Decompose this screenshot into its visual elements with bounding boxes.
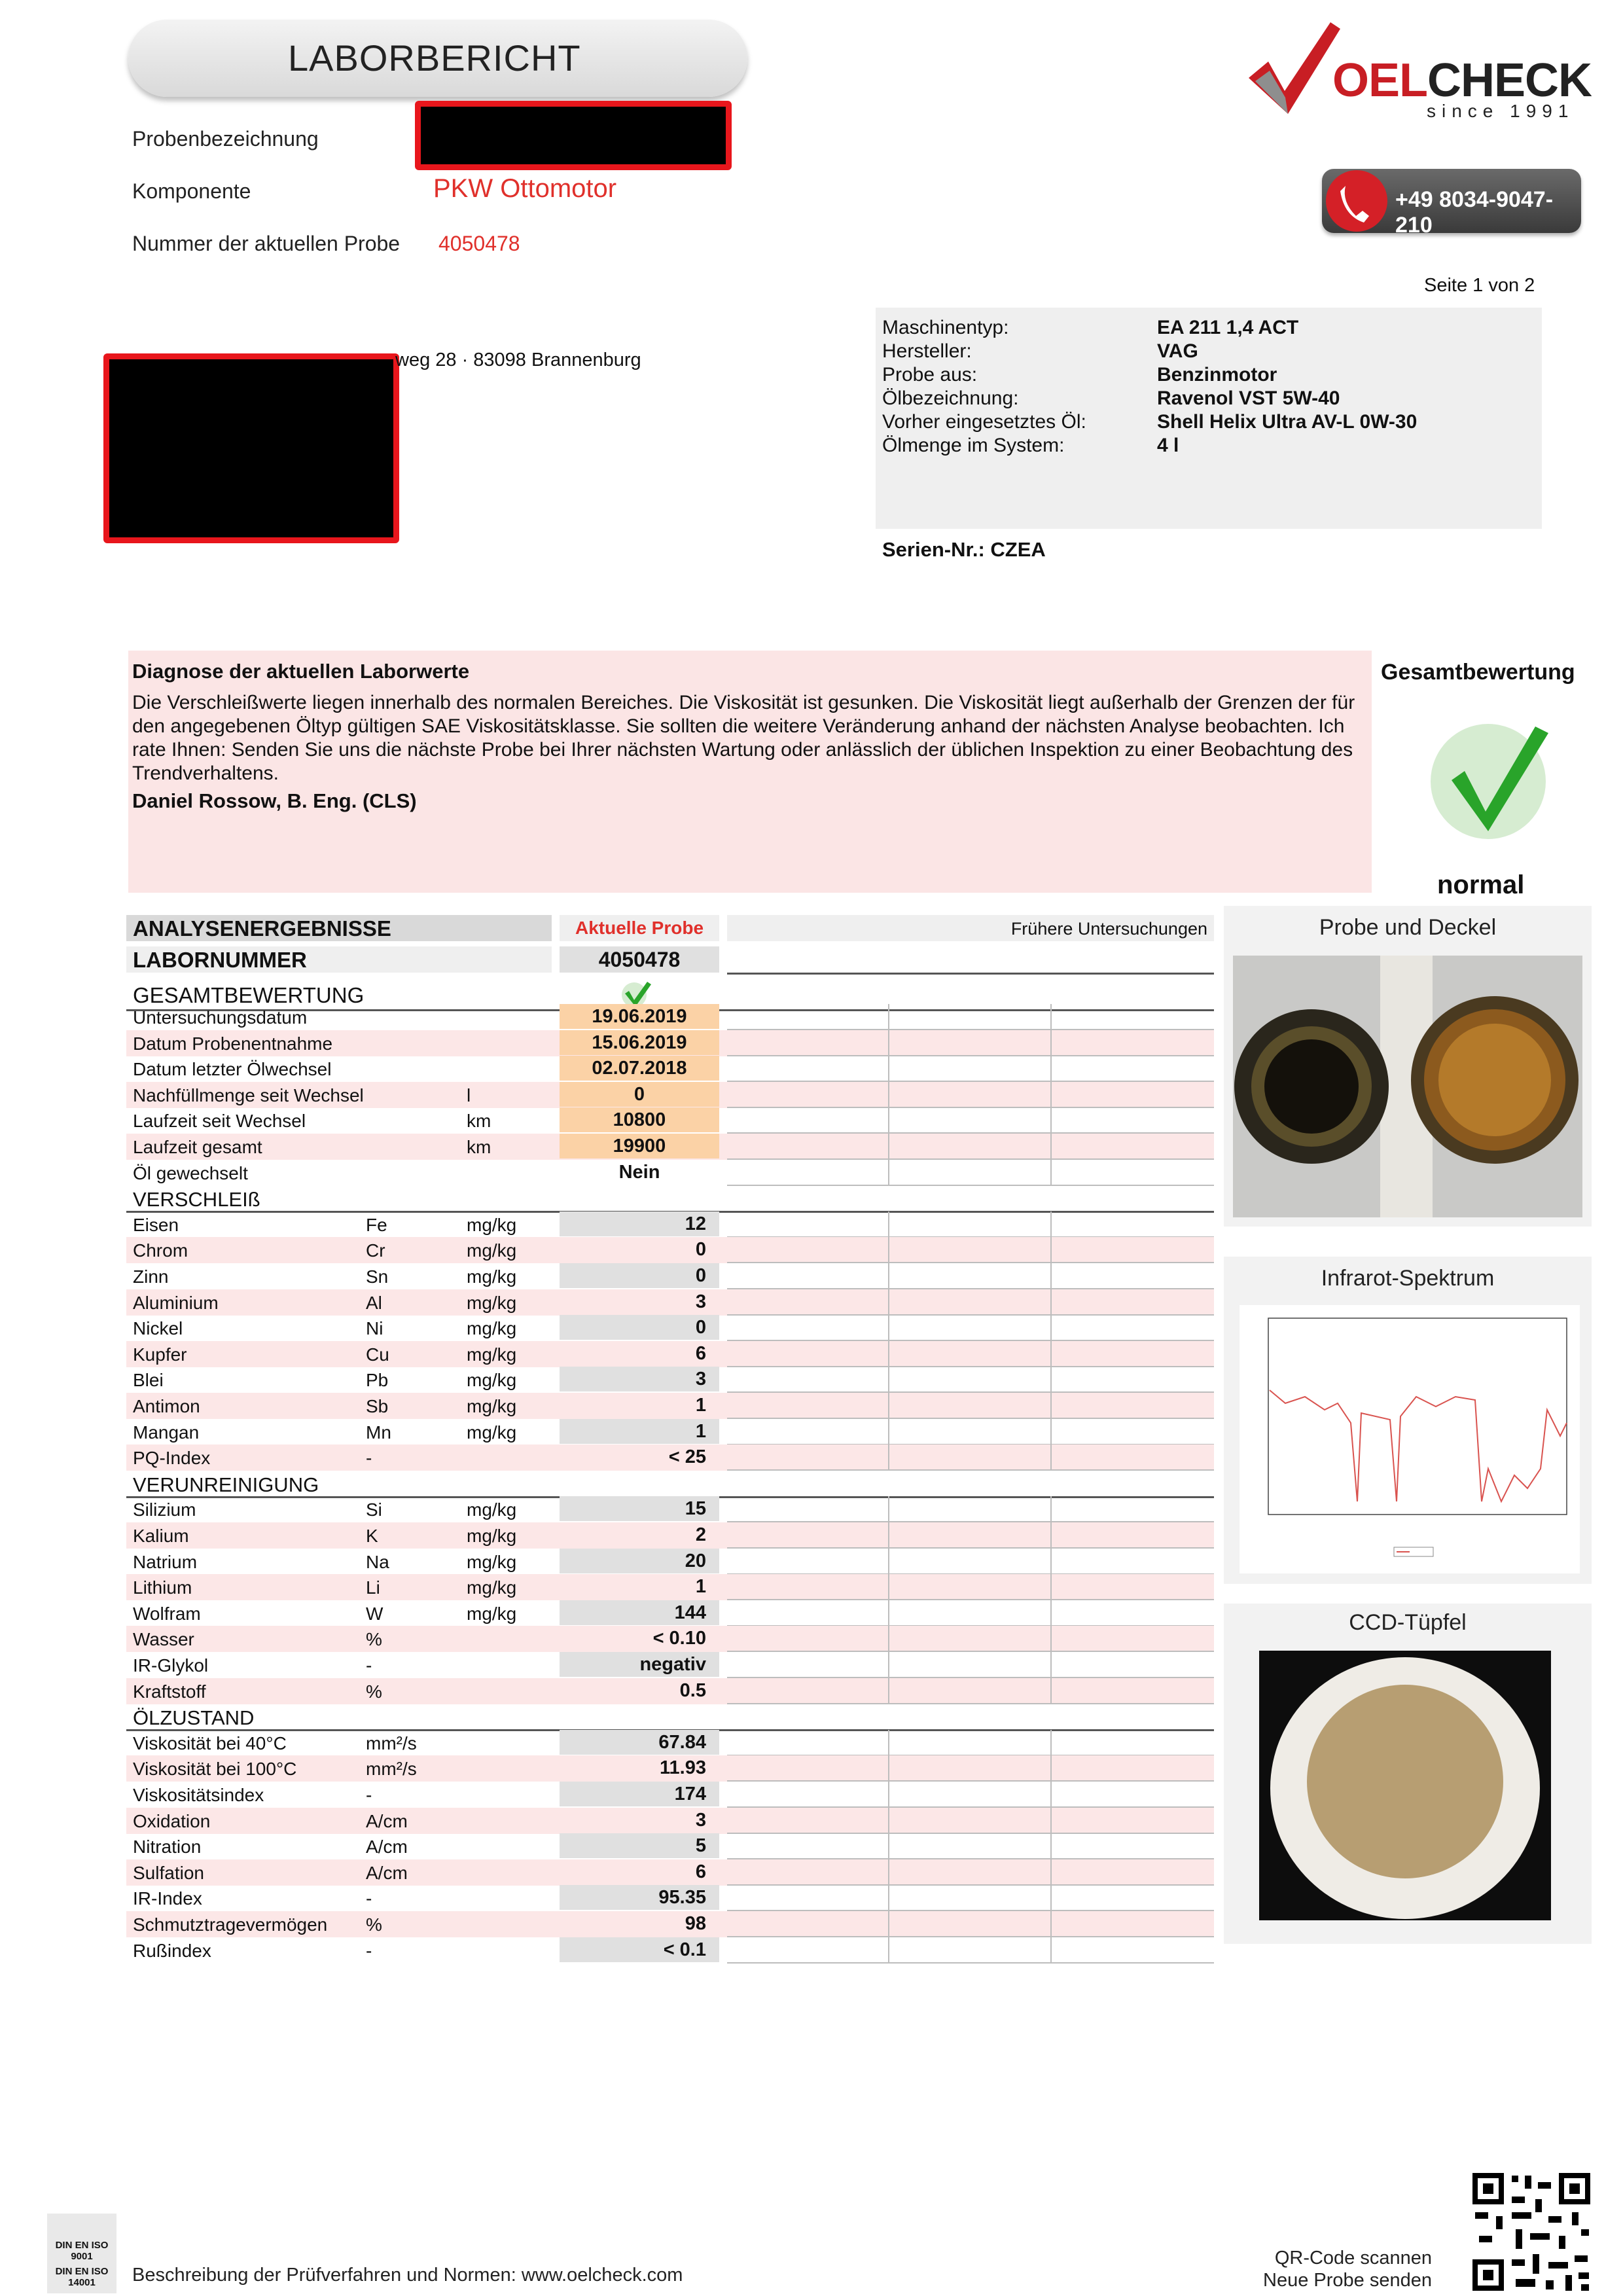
certification-badge (47, 2214, 116, 2293)
diagnosis-author: Daniel Rossow, B. Eng. (CLS) (132, 789, 417, 812)
param-value: < 25 (668, 1446, 706, 1468)
table-head-title: ANALYSENERGEBNISSE (133, 916, 391, 941)
table-row (126, 1030, 1214, 1056)
param-value: Nein (618, 1161, 660, 1183)
param-value: 3 (695, 1291, 706, 1312)
param-value: 6 (695, 1342, 706, 1364)
lab-number-previous (727, 946, 1214, 975)
param-unit: mg/kg (467, 1422, 517, 1443)
previous-values (727, 1289, 1214, 1316)
table-row (126, 1782, 1214, 1808)
previous-values (727, 1444, 1214, 1471)
machine-info-box (876, 308, 1542, 529)
param-value: 19900 (560, 1134, 719, 1158)
param-name: Aluminium (133, 1292, 219, 1313)
serial-number: Serien-Nr.: CZEA (882, 538, 1046, 561)
overall-row-label: GESAMTBEWERTUNG (133, 983, 365, 1007)
param-unit: km (467, 1137, 491, 1157)
section-contamination-label: VERUNREINIGUNG (133, 1473, 319, 1496)
lab-number-label-cell (126, 946, 552, 973)
previous-values (727, 1082, 1214, 1108)
table-row (126, 1496, 1214, 1522)
param-value: < 0.1 (560, 1937, 719, 1962)
overall-check-icon (1425, 713, 1556, 844)
param-value: 1 (695, 1395, 706, 1416)
param-value: 174 (560, 1782, 719, 1806)
sample-number-value: 4050478 (438, 232, 520, 255)
oil-quantity-label: Ölmenge im System: (882, 435, 1065, 456)
address-partial: weg 28 · 83098 Brannenburg (395, 350, 641, 370)
label-component: Komponente (132, 179, 251, 203)
param-name: Natrium (133, 1551, 198, 1572)
param-unit: mg/kg (467, 1240, 517, 1261)
param-value: 98 (685, 1913, 706, 1934)
previous-values (727, 1808, 1214, 1834)
param-name: Mangan (133, 1422, 200, 1443)
previous-values (727, 1263, 1214, 1289)
redacted-address (103, 353, 399, 543)
section-oil-condition-label: ÖLZUSTAND (133, 1706, 255, 1730)
table-row (126, 1911, 1214, 1937)
param-value: 10800 (560, 1107, 719, 1132)
param-unit: mg/kg (467, 1396, 517, 1416)
sample-photo-title: Probe und Deckel (1319, 915, 1497, 940)
table-head-current: Aktuelle Probe (575, 918, 704, 938)
report-title: LABORBERICHT (288, 37, 581, 79)
param-unit: mg/kg (467, 1499, 517, 1520)
table-row (126, 1730, 1214, 1756)
table-row (126, 1211, 1214, 1238)
diagnosis-box (128, 651, 1372, 893)
param-value: 3 (695, 1809, 706, 1831)
overall-rating-title: Gesamtbewertung (1381, 660, 1575, 685)
table-row (126, 1419, 1214, 1445)
param-value: 67.84 (560, 1730, 719, 1755)
param-value: 1 (695, 1576, 706, 1598)
table-row (126, 1289, 1214, 1316)
previous-values (727, 1341, 1214, 1367)
ir-spectrum-chart (1240, 1305, 1580, 1573)
table-row (126, 1393, 1214, 1419)
overall-status: normal (1437, 870, 1525, 899)
previous-values (727, 1237, 1214, 1263)
param-name: Datum letzter Ölwechsel (133, 1059, 332, 1080)
ccd-title: CCD-Tüpfel (1349, 1610, 1467, 1635)
section-wear-label: VERSCHLEIß (133, 1188, 260, 1211)
qr-code-icon[interactable] (1470, 2170, 1593, 2293)
previous-values (727, 1911, 1214, 1937)
table-row (126, 1367, 1214, 1393)
param-name: Laufzeit seit Wechsel (133, 1111, 306, 1132)
previous-values (727, 1056, 1214, 1082)
brand-check: CHECK (1427, 54, 1592, 107)
previous-values (727, 1393, 1214, 1419)
param-value: 11.93 (660, 1757, 706, 1779)
previous-values (727, 1496, 1214, 1522)
previous-values (727, 1004, 1214, 1030)
previous-values (727, 1574, 1214, 1600)
table-row (126, 1678, 1214, 1704)
param-value: 19.06.2019 (560, 1004, 719, 1029)
previous-values (727, 1626, 1214, 1652)
param-name: Chrom (133, 1240, 188, 1261)
param-value: 6 (695, 1861, 706, 1882)
param-name: Nachfüllmenge seit Wechsel (133, 1085, 364, 1105)
lab-number-value-cell (560, 946, 719, 973)
param-symbol: Cr (366, 1240, 385, 1261)
component-value: PKW Ottomotor (433, 174, 617, 203)
table-head-title-cell (126, 915, 552, 941)
methods-link[interactable]: Beschreibung der Prüfverfahren und Normen: www.oelcheck.com (132, 2265, 683, 2286)
previous-values (727, 1652, 1214, 1678)
param-name: Wasser (133, 1629, 194, 1650)
param-value: 95.35 (560, 1885, 719, 1910)
param-name: Eisen (133, 1214, 179, 1235)
param-value: 0 (560, 1082, 719, 1107)
diagnosis-text: Die Verschleißwerte liegen innerhalb des normalen Bereiches. Die Viskosität ist gesunken. Die Viskosität liegt außerhalb der Grenzen der für den angegebenen Öltyp gültigen SAE Viskositätsklasse. Sie sollten die weitere Veränderung anhand der nächsten Analyse beobachten. Ich rate Ihnen: Senden Sie uns die nächste Probe bei Ihrer nächsten Wartung oder anlässlich der üblichen Inspektion zu einer Beobachtung des Trendverhaltens. (132, 692, 1355, 784)
param-name: Antimon (133, 1396, 200, 1416)
previous-values (727, 1730, 1214, 1756)
param-symbol: - (366, 1785, 372, 1805)
previous-values (727, 1107, 1214, 1134)
table-row (126, 1056, 1214, 1082)
param-name: Wolfram (133, 1603, 201, 1624)
param-name: Viskosität bei 40°C (133, 1732, 287, 1753)
param-name: Silizium (133, 1499, 196, 1520)
param-value: 20 (560, 1549, 719, 1573)
previous-values (727, 1549, 1214, 1575)
param-name: Schmutztragevermögen (133, 1914, 328, 1935)
param-name: Untersuchungsdatum (133, 1007, 308, 1028)
param-name: Sulfation (133, 1862, 204, 1883)
diagnosis-title: Diagnose der aktuellen Laborwerte (132, 660, 470, 683)
qr-line-1: QR-Code scannen (1274, 2248, 1432, 2269)
previous-values (727, 1600, 1214, 1626)
param-unit: mg/kg (467, 1214, 517, 1235)
param-name: Zinn (133, 1266, 169, 1287)
param-value: 144 (560, 1600, 719, 1625)
redacted-sample-name (415, 101, 732, 170)
brand-oel: OEL (1332, 54, 1428, 107)
table-row (126, 1444, 1214, 1471)
param-name: Viskosität bei 100°C (133, 1759, 297, 1780)
phone-number: +49 8034-9047-210 (1395, 187, 1554, 238)
previous-values (727, 1859, 1214, 1886)
phone-icon-circle (1326, 170, 1387, 232)
table-row (126, 1626, 1214, 1652)
table-head-current-cell (560, 915, 719, 941)
qr-line-2: Neue Probe senden (1263, 2270, 1432, 2291)
previous-values (727, 1885, 1214, 1911)
table-row (126, 1082, 1214, 1108)
table-row (126, 1263, 1214, 1289)
param-name: Öl gewechselt (133, 1162, 248, 1183)
table-row (126, 1522, 1214, 1549)
table-row (126, 1652, 1214, 1678)
label-sample-name: Probenbezeichnung (132, 127, 319, 151)
param-symbol: K (366, 1526, 378, 1546)
previous-values (727, 1522, 1214, 1549)
param-symbol: A/cm (366, 1810, 408, 1831)
param-value: 0 (560, 1263, 719, 1288)
param-name: Lithium (133, 1577, 192, 1598)
param-symbol: W (366, 1603, 383, 1624)
previous-oil-value: Shell Helix Ultra AV-L 0W-30 (1157, 411, 1418, 433)
table-row (126, 1574, 1214, 1600)
sample-photo-box (1224, 906, 1592, 1227)
param-unit: mg/kg (467, 1577, 517, 1598)
param-symbol: A/cm (366, 1862, 408, 1883)
report-title-pill (128, 20, 747, 97)
oil-name-label: Ölbezeichnung: (882, 387, 1019, 409)
previous-values (727, 1419, 1214, 1445)
previous-values (727, 1160, 1214, 1186)
param-value: 15 (560, 1496, 719, 1521)
machine-type-label: Maschinentyp: (882, 317, 1009, 338)
table-row (126, 1341, 1214, 1367)
param-symbol: - (366, 1888, 372, 1909)
manufacturer-value: VAG (1157, 340, 1198, 362)
cert-9001: DIN EN ISO 9001 (55, 2240, 109, 2262)
oelcheck-logo (1242, 16, 1596, 127)
param-symbol: Sb (366, 1396, 389, 1416)
table-row (126, 1160, 1214, 1186)
previous-values (727, 1782, 1214, 1808)
param-symbol: Fe (366, 1214, 387, 1235)
param-symbol: Pb (366, 1370, 389, 1391)
param-value: 5 (560, 1833, 719, 1858)
table-row (126, 1315, 1214, 1341)
param-unit: mg/kg (467, 1318, 517, 1339)
label-sample-number: Nummer der aktuellen Probe (132, 232, 401, 255)
param-name: IR-Glykol (133, 1655, 209, 1676)
param-unit: mg/kg (467, 1344, 517, 1365)
ir-spectrum-box (1224, 1257, 1592, 1584)
previous-values (727, 1755, 1214, 1782)
previous-values (727, 1678, 1214, 1704)
param-value: 3 (560, 1367, 719, 1391)
param-symbol: Li (366, 1577, 380, 1598)
ccd-box (1224, 1604, 1592, 1944)
sample-from-label: Probe aus: (882, 364, 978, 386)
param-symbol: - (366, 1940, 372, 1961)
previous-values (727, 1367, 1214, 1393)
sample-from-value: Benzinmotor (1157, 364, 1277, 386)
table-row (126, 1004, 1214, 1030)
page-indicator: Seite 1 von 2 (1424, 275, 1535, 296)
param-name: Kupfer (133, 1344, 187, 1365)
param-symbol: - (366, 1448, 372, 1469)
param-name: Nickel (133, 1318, 183, 1339)
param-symbol: % (366, 1914, 382, 1935)
manufacturer-label: Hersteller: (882, 340, 972, 362)
param-name: Kalium (133, 1526, 189, 1546)
section-oil-condition (126, 1704, 1214, 1731)
oil-quantity-value: 4 l (1157, 435, 1179, 456)
param-value: 2 (695, 1524, 706, 1545)
previous-values (727, 1937, 1214, 1964)
table-row (126, 1600, 1214, 1626)
param-value: 12 (560, 1211, 719, 1236)
param-unit: mg/kg (467, 1551, 517, 1572)
param-symbol: mm²/s (366, 1759, 417, 1780)
param-name: IR-Index (133, 1888, 202, 1909)
table-head-previous: Frühere Untersuchungen (1010, 919, 1207, 939)
param-name: Oxidation (133, 1810, 211, 1831)
param-unit: mg/kg (467, 1266, 517, 1287)
table-row (126, 1885, 1214, 1911)
section-contamination (126, 1471, 1214, 1498)
param-symbol: % (366, 1629, 382, 1650)
param-value: negativ (560, 1652, 719, 1677)
previous-values (727, 1315, 1214, 1341)
ccd-spot-image (1259, 1651, 1551, 1920)
param-symbol: Sn (366, 1266, 389, 1287)
table-head-previous-cell (727, 915, 1214, 941)
brand-since: since 1991 (1427, 101, 1575, 121)
param-value: 0 (560, 1315, 719, 1340)
table-row (126, 1549, 1214, 1575)
phone-icon (1326, 170, 1387, 232)
param-value: 15.06.2019 (560, 1030, 719, 1055)
param-value: 02.07.2018 (560, 1056, 719, 1081)
machine-type-value: EA 211 1,4 ACT (1157, 317, 1299, 338)
previous-oil-label: Vorher eingesetztes Öl: (882, 411, 1086, 433)
table-row (126, 1808, 1214, 1834)
param-name: Blei (133, 1370, 164, 1391)
table-row (126, 1107, 1214, 1134)
param-unit: mg/kg (467, 1603, 517, 1624)
table-row (126, 1237, 1214, 1263)
param-symbol: % (366, 1681, 382, 1702)
param-value: 1 (560, 1419, 719, 1444)
previous-values (727, 1833, 1214, 1859)
param-symbol: Ni (366, 1318, 383, 1339)
param-name: Nitration (133, 1837, 202, 1857)
previous-values (727, 1134, 1214, 1160)
cert-14001: DIN EN ISO 14001 (55, 2266, 109, 2288)
phone-button[interactable] (1322, 169, 1581, 238)
param-name: Kraftstoff (133, 1681, 206, 1702)
ir-spectrum-title: Infrarot-Spektrum (1321, 1266, 1495, 1291)
param-symbol: Al (366, 1292, 382, 1313)
param-symbol: Cu (366, 1344, 389, 1365)
param-symbol: Si (366, 1499, 382, 1520)
param-symbol: Na (366, 1551, 389, 1572)
param-symbol: - (366, 1655, 372, 1676)
lab-number-label: LABORNUMMER (133, 948, 307, 972)
previous-values (727, 1030, 1214, 1056)
check-logo-icon (1242, 16, 1340, 120)
section-wear (126, 1185, 1214, 1213)
param-symbol: mm²/s (366, 1732, 417, 1753)
param-unit: mg/kg (467, 1292, 517, 1313)
param-value: 0.5 (679, 1679, 706, 1701)
param-name: Laufzeit gesamt (133, 1137, 262, 1157)
table-row (126, 1859, 1214, 1886)
param-unit: mg/kg (467, 1370, 517, 1391)
param-value: 0 (695, 1239, 706, 1261)
param-unit: mg/kg (467, 1526, 517, 1546)
previous-values (727, 1211, 1214, 1238)
param-name: Datum Probenentnahme (133, 1033, 333, 1054)
param-symbol: Mn (366, 1422, 391, 1443)
param-name: PQ-Index (133, 1448, 211, 1469)
param-value: < 0.10 (652, 1628, 706, 1649)
param-unit: km (467, 1111, 491, 1132)
table-row (126, 1134, 1214, 1160)
oil-name-value: Ravenol VST 5W-40 (1157, 387, 1340, 409)
table-row (126, 1755, 1214, 1782)
param-name: Rußindex (133, 1940, 211, 1961)
table-row (126, 1937, 1214, 1964)
param-symbol: A/cm (366, 1837, 408, 1857)
param-name: Viskositätsindex (133, 1785, 264, 1805)
lab-number-value: 4050478 (598, 948, 681, 971)
param-unit: l (467, 1085, 471, 1105)
table-row (126, 1833, 1214, 1859)
sample-photo (1233, 956, 1582, 1217)
